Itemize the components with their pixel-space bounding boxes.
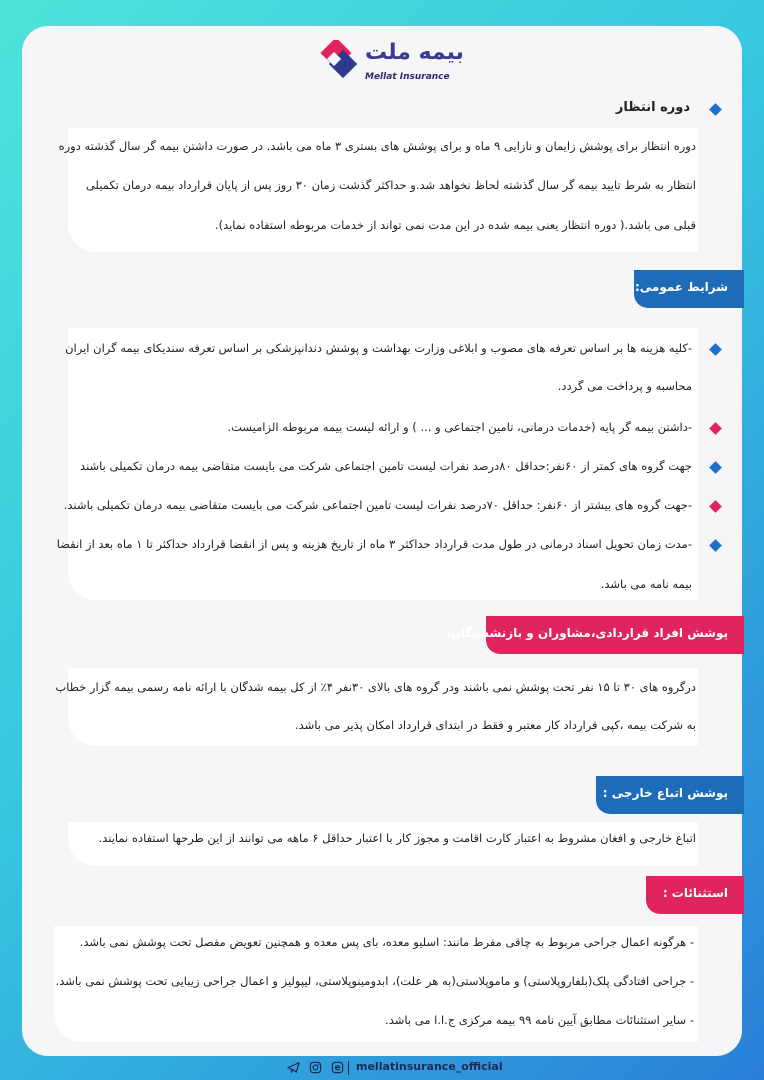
contract-banner (445, 616, 744, 654)
exceptions-line: - سایر استثنائات مطابق آیین نامه ۹۹ بیمه مرکزی ج.ا.ا می باشد. (385, 1013, 694, 1027)
general-item: -کلیه هزینه ها بر اساس تعرفه های مصوب و ابلاغی وزارت بهداشت و پوشش دندانپزشکی بر اساس تعرفه سندیکای بیمه گران ایران (65, 341, 692, 355)
general-item: جهت گروه های کمتر از ۶۰نفر:حداقل ۸۰درصد نفرات لیست تامین اجتماعی شرکت می بایست متقاضی بیمه درمان تکمیلی باشند (80, 459, 692, 473)
general-item-cont: محاسبه و پرداخت می گردد. (557, 379, 692, 393)
general-item-cont: بیمه نامه می باشد. (600, 577, 692, 591)
exceptions-title: استثنائات : (662, 886, 728, 900)
footer (0, 1058, 764, 1080)
waiting-title: دوره انتظار (615, 100, 690, 115)
general-banner (634, 270, 744, 308)
logo-mark-icon (315, 40, 359, 84)
exceptions-banner (646, 876, 744, 914)
foreign-banner (596, 776, 744, 814)
logo-text-en: Mellat Insurance (365, 72, 450, 82)
exceptions-line: - هرگونه اعمال جراحی مربوط به چاقی مفرط مانند: اسلیو معده، بای پس معده و همچنین تعویض مفصل تحت پوشش نمی باشد. (79, 935, 694, 949)
social-handle[interactable]: mellatinsurance_official (356, 1060, 503, 1073)
logo-text-fa: بیمه ملت (365, 40, 464, 65)
contract-line: درگروه های ۳۰ تا ۱۵ نفر تحت پوشش نمی باشند ودر گروه های بالای ۳۰نفر ۴٪ از کل بیمه شدگان با ارائه نامه رسمی بیمه گزار خطاب (55, 680, 696, 694)
instagram-icon[interactable] (309, 1061, 322, 1074)
general-item: -مدت زمان تحویل اسناد درمانی در طول مدت قرارداد حداکثر ۳ ماه از تاریخ هزینه و پس از انقضا قرارداد حداکثر تا ۱ ماه بعد از انقضا (56, 537, 692, 551)
foreign-title: پوشش اتباع خارجی : (602, 786, 728, 800)
mellat-logo (315, 40, 464, 92)
exceptions-line: - جراحی افتادگی پلک(بلفاروپلاستی) و ماموپلاستی(به هر علت)، ابدومینوپلاستی، لیپولیز و اعمال جراحی زیبایی تحت پوشش نمی باشد. (55, 974, 694, 988)
waiting-line: قبلی می باشد.( دوره انتظار یعنی بیمه شده در این مدت نمی تواند از خدمات مربوطه استفاده نماید). (214, 218, 696, 232)
general-item: -جهت گروه های بیشتر از ۶۰نفر: حداقل ۷۰درصد نفرات لیست تامین اجتماعی شرکت می بایست متقاضی بیمه درمان تکمیلی باشند. (63, 498, 692, 512)
foreign-line: اتباع خارجی و افغان مشروط به اعتبار کارت اقامت و مجوز کار با اعتبار حداقل ۶ ماهه می توانند از این طرحها استفاده نمایند. (98, 831, 696, 845)
waiting-line: دوره انتظار برای پوشش زایمان و نازایی ۹ ماه و برای پوشش های بستری ۳ ماه می باشد. در صورت داشتن بیمه گر سال گذشته دوره (58, 139, 696, 153)
waiting-line: انتظار به شرط تایید بیمه گر سال گذشته لحاظ نخواهد شد.و حداکثر گذشت زمان ۳۰ روز پس از پایان قرارداد بیمه درمان تکمیلی (85, 178, 696, 192)
eitaa-icon[interactable] (331, 1061, 344, 1074)
contract-title: پوشش افراد قراردادی،مشاوران و بازنشستگان: (445, 626, 728, 640)
footer-separator (348, 1061, 349, 1075)
general-title: شرایط عمومی: (634, 280, 728, 294)
contract-line: به شرکت بیمه ،کپی قرارداد کار معتبر و فقط در ابتدای قرارداد امکان پذیر می باشد. (294, 718, 696, 732)
general-item: -داشتن بیمه گر پایه (خدمات درمانی، تامین اجتماعی و ... ) و ارائه لیست بیمه مربوطه الزامیست. (227, 420, 692, 434)
telegram-icon[interactable] (287, 1061, 300, 1074)
